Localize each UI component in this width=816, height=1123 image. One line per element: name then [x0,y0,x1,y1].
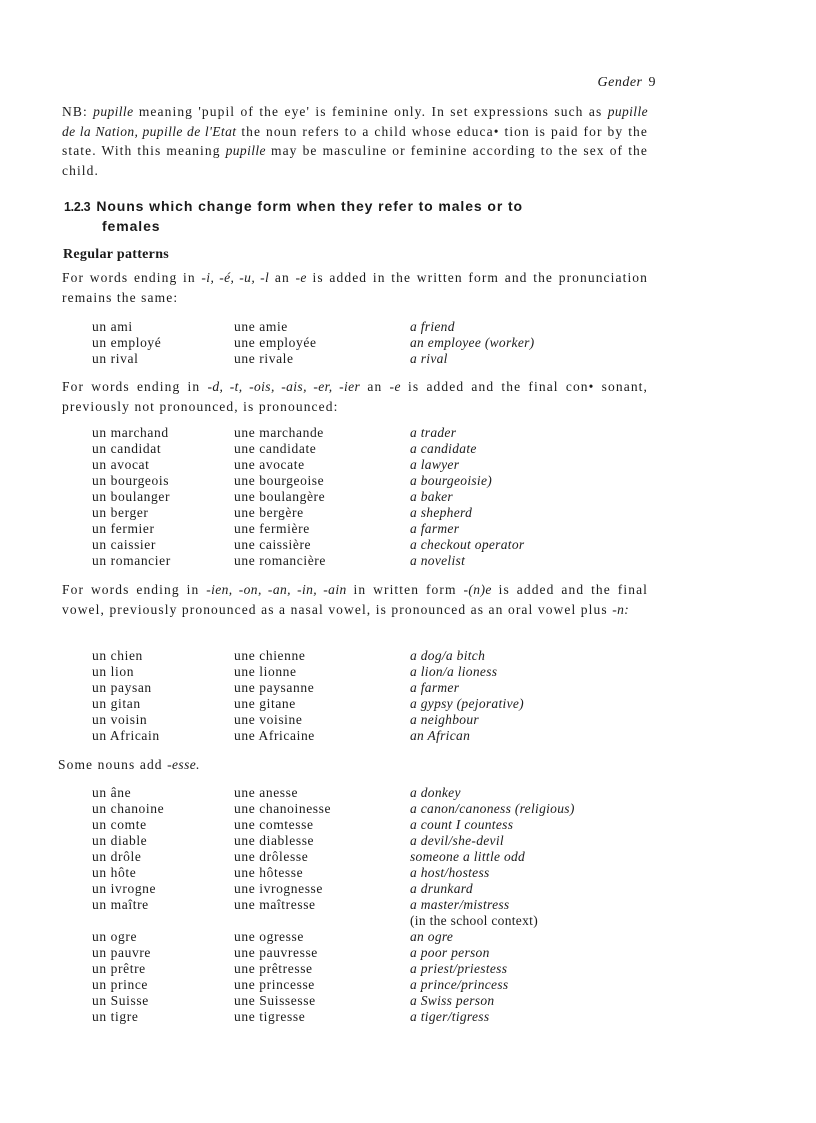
nb-text: meaning 'pupil of the eye' is feminine only. In set expressions such as [133,104,608,119]
english-gloss: a canon/canoness (religious) [410,801,575,816]
feminine-form: une boulangère [234,489,326,504]
masculine-form: un avocat [92,457,150,472]
english-gloss: a tiger/tigress [410,1009,490,1024]
intro-paragraph-1 [62,268,648,307]
nb-text: the noun refers to a child whose educa• tion is paid for by the state. With this meaning [62,123,648,158]
english-gloss: a trader [410,425,457,440]
masculine-form: un boulanger [92,489,171,504]
masculine-form: un romancier [92,553,171,568]
feminine-form: une bourgeoise [234,473,325,488]
english-gloss: a novelist [410,553,466,568]
masculine-form: un rival [92,351,139,366]
nb-text: NB: [62,104,94,119]
feminine-form: une fermière [234,521,310,536]
feminine-form: une drôlesse [234,849,309,864]
feminine-form: une lionne [234,664,297,679]
english-gloss: a lawyer [410,457,460,472]
masculine-form: un maître [92,897,149,912]
masculine-form: un Africain [92,728,160,743]
intro-suffix: -e [389,379,401,394]
intro-text: an [269,270,296,285]
feminine-form: une marchande [234,425,324,440]
intro-text: is added and the final vowel, previously pronounced as a nasal vowel, is pronounced as an oral vowel plus [62,582,649,617]
feminine-form: une pauvresse [234,945,318,960]
masculine-form: un âne [92,785,132,800]
masculine-form: un marchand [92,425,169,440]
english-gloss: someone a little odd [410,849,526,864]
masculine-form: un chien [92,648,143,663]
feminine-form: une tigresse [234,1009,306,1024]
intro-text: is added and the final con• sonant, previously not pronounced, is pronounced: [62,379,648,414]
english-gloss: a candidate [410,441,477,456]
intro-text: For words ending in [62,582,207,597]
intro-endings: -d, -t, -ois, -ais, -er, -ier [207,379,361,394]
nb-text: may be masculine or feminine according to the sex of the child. [62,143,648,178]
masculine-form: un employé [92,335,162,350]
intro-endings: -ien, -on, -an, -in, -ain [206,582,347,597]
masculine-form: un prêtre [92,961,146,976]
english-gloss: a devil/she-devil [410,833,504,848]
feminine-form: une anesse [234,785,299,800]
masculine-form: un ogre [92,929,138,944]
feminine-form: une ogresse [234,929,304,944]
masculine-form: un caissier [92,537,156,552]
masculine-form: un drôle [92,849,142,864]
intro-text: For words ending in [62,379,208,394]
english-gloss: a shepherd [410,505,473,520]
feminine-form: une prêtresse [234,961,313,976]
english-gloss: a rival [410,351,448,366]
feminine-form: une voisine [234,712,303,727]
masculine-form: un hôte [92,865,137,880]
english-gloss: an ogre [410,929,454,944]
english-gloss: a host/hostess [410,865,490,880]
english-gloss: a master/mistress [410,897,510,912]
running-header [598,75,657,91]
masculine-form: un tigre [92,1009,139,1024]
intro-endings: -i, -é, -u, -l [201,270,270,285]
intro-text: in written form [346,582,464,597]
masculine-form: un diable [92,833,148,848]
feminine-form: une Suissesse [234,993,316,1008]
feminine-form: une Africaine [234,728,315,743]
english-gloss: a poor person [410,945,490,960]
english-gloss: a neighbour [410,712,479,727]
intro-suffix: -esse. [167,757,200,772]
subheading: Regular patterns [63,247,170,262]
section-title-line1: Nouns which change form when they refer to males or to [96,198,523,214]
nb-term: pupille [93,104,134,119]
intro-suffix: -(n)e [463,582,492,597]
feminine-form: une paysanne [234,680,315,695]
intro-paragraph-4 [58,755,644,775]
english-gloss: a bourgeoisie) [410,473,493,488]
masculine-form: un paysan [92,680,152,695]
intro-suffix: -e [295,270,307,285]
english-gloss: a farmer [410,521,460,536]
intro-text: an [360,379,390,394]
intro-text: Some nouns add [58,757,168,772]
running-header-title: Gender [597,75,643,90]
masculine-form: un prince [92,977,149,992]
english-gloss: a drunkard [410,881,473,896]
masculine-form: un lion [92,664,135,679]
english-gloss: a farmer [410,680,460,695]
english-gloss: a friend [410,319,455,334]
feminine-form: une princesse [234,977,315,992]
english-gloss: a checkout operator [410,537,525,552]
english-gloss: a count I countess [410,817,514,832]
english-gloss: a donkey [410,785,461,800]
intro-paragraph-2 [62,377,648,416]
english-gloss: a prince/princess [410,977,509,992]
feminine-form: une caissière [234,537,312,552]
feminine-form: une avocate [234,457,305,472]
english-gloss: a priest/priestess [410,961,508,976]
english-gloss: a dog/a bitch [410,648,486,663]
masculine-form: un berger [92,505,149,520]
nb-term: pupille [225,143,266,158]
feminine-form: une rivale [234,351,294,366]
intro-paragraph-3 [62,580,648,619]
section-title-line2: females [102,218,161,234]
feminine-form: une chanoinesse [234,801,332,816]
section-heading [64,197,523,236]
masculine-form: un gitan [92,696,141,711]
english-gloss: (in the school context) [410,913,538,928]
page-number: 9 [648,75,656,90]
nb-expressions: pupille de la Nation, pupille de l'Etat [62,104,648,139]
feminine-form: une gitane [234,696,296,711]
section-number: 1.2.3 [64,200,91,214]
intro-text: For words ending in [62,270,202,285]
feminine-form: une diablesse [234,833,315,848]
english-gloss: a baker [410,489,453,504]
masculine-form: un chanoine [92,801,165,816]
english-gloss: a lion/a lioness [410,664,498,679]
masculine-form: un ami [92,319,133,334]
masculine-form: un fermier [92,521,155,536]
feminine-form: une amie [234,319,288,334]
masculine-form: un candidat [92,441,162,456]
masculine-form: un ivrogne [92,881,157,896]
english-gloss: an African [410,728,471,743]
intro-text: is added in the written form and the pronunciation remains the same: [62,270,648,305]
feminine-form: une chienne [234,648,306,663]
english-gloss: a Swiss person [410,993,495,1008]
feminine-form: une maîtresse [234,897,316,912]
intro-suffix: -n: [612,601,630,617]
feminine-form: une comtesse [234,817,314,832]
feminine-form: une employée [234,335,317,350]
feminine-form: une bergère [234,505,304,520]
english-gloss: a gypsy (pejorative) [410,696,524,711]
feminine-form: une romancière [234,553,326,568]
masculine-form: un Suisse [92,993,149,1008]
nb-paragraph [62,102,648,180]
feminine-form: une candidate [234,441,317,456]
feminine-form: une ivrognesse [234,881,324,896]
masculine-form: un bourgeois [92,473,170,488]
feminine-form: une hôtesse [234,865,304,880]
english-gloss: an employee (worker) [410,335,535,350]
masculine-form: un pauvre [92,945,152,960]
masculine-form: un comte [92,817,147,832]
masculine-form: un voisin [92,712,148,727]
